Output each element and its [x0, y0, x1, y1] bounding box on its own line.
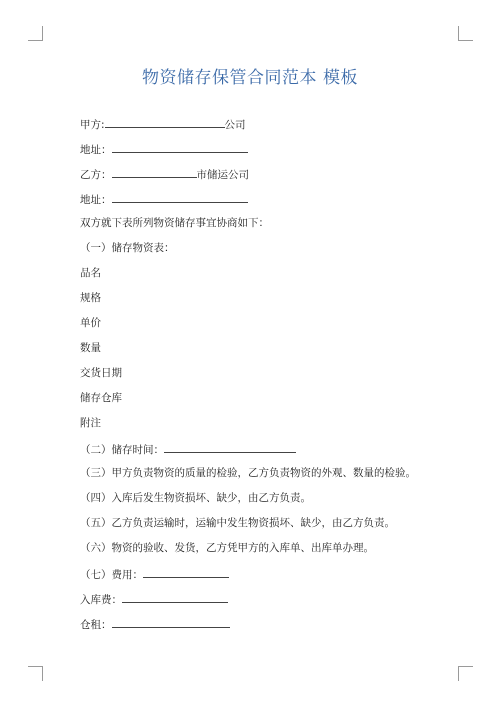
fee-in-blank[interactable]	[122, 591, 228, 603]
storage-time-blank[interactable]	[164, 441, 296, 453]
address-b-label: 地址：	[80, 194, 112, 206]
party-a-label: 甲方:	[80, 119, 105, 131]
party-b-label: 乙方：	[80, 169, 112, 181]
party-b-suffix: 市储运公司	[196, 169, 249, 181]
section-6: （六）物资的验收、发货，乙方凭甲方的入库单、出库单办理。	[80, 542, 374, 554]
fee-in-label: 入库费：	[80, 594, 122, 606]
item-notes: 附注	[80, 417, 101, 429]
fee-rent-label: 仓租：	[80, 619, 112, 631]
party-b-line	[80, 166, 249, 182]
party-b-blank[interactable]	[112, 166, 197, 178]
item-price: 单价	[80, 317, 101, 329]
section-5: （五）乙方负责运输时，运输中发生物资损坏、缺少，由乙方负责。	[80, 517, 395, 529]
document-title: 物资储存保管合同范本 模板	[142, 68, 358, 88]
section-2-line	[80, 441, 296, 457]
item-delivery-date: 交货日期	[80, 367, 122, 379]
address-b-blank[interactable]	[112, 191, 248, 203]
fee-rent-blank[interactable]	[112, 616, 230, 628]
section-2-label: （二）储存时间：	[80, 444, 164, 456]
crop-mark-bottom-left	[28, 666, 43, 681]
address-a-blank[interactable]	[112, 141, 248, 153]
item-spec: 规格	[80, 292, 101, 304]
party-a-blank[interactable]	[105, 116, 225, 128]
section-4: （四）入库后发生物资损坏、缺少，由乙方负责。	[80, 492, 311, 504]
fee-rent-line	[80, 616, 230, 632]
address-a-line	[80, 141, 248, 157]
section-1: （一）储存物资表：	[80, 242, 175, 254]
address-b-line	[80, 191, 248, 207]
party-a-suffix: 公司	[224, 119, 246, 131]
crop-mark-bottom-right	[458, 666, 473, 681]
intro-text: 双方就下表所列物资储存事宜协商如下：	[80, 217, 269, 229]
section-7-line	[80, 566, 229, 582]
fee-blank[interactable]	[143, 566, 229, 578]
section-3: （三）甲方负责物资的质量的检验，乙方负责物资的外观、数量的检验。	[80, 467, 416, 479]
crop-mark-top-left	[28, 26, 43, 41]
fee-in-line	[80, 591, 228, 607]
crop-mark-top-right	[458, 26, 473, 41]
section-7-label: （七）费用：	[80, 569, 143, 581]
address-a-label: 地址：	[80, 144, 112, 156]
item-warehouse: 储存仓库	[80, 392, 122, 404]
item-name: 品名	[80, 267, 101, 279]
party-a-line	[80, 116, 246, 132]
item-quantity: 数量	[80, 342, 101, 354]
